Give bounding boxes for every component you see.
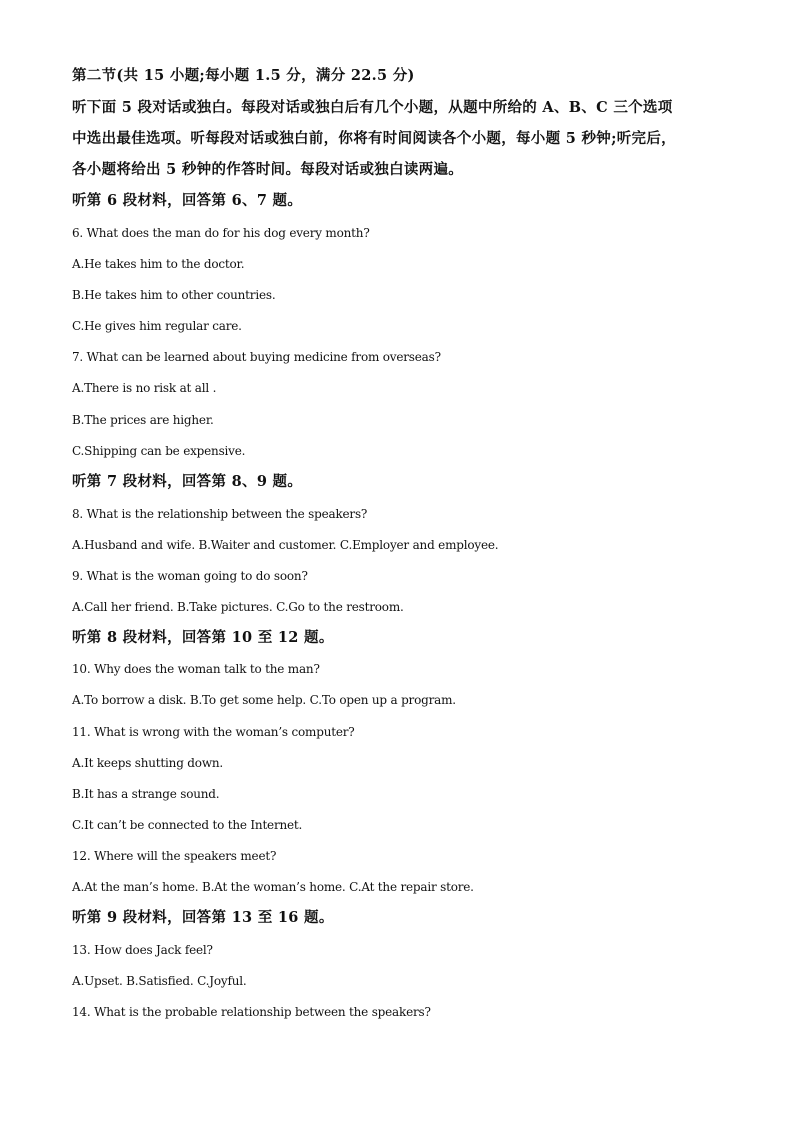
question-9: 9. What is the woman going to do soon? [72, 569, 308, 583]
passage-8-heading: 听第 8 段材料，回答第 10 至 12 题。 [72, 629, 334, 646]
question-10-options: A.To borrow a disk. B.To get some help. C.To open up a program. [72, 693, 456, 707]
question-11-option-a: A.It keeps shutting down. [72, 756, 224, 770]
instructions-line-3: 各小题将给出 5 秒钟的作答时间。每段对话或独白读两遍。 [72, 161, 464, 178]
question-13: 13. How does Jack feel? [72, 943, 213, 957]
question-11: 11. What is wrong with the woman’s computer? [72, 725, 355, 739]
question-6-option-c: C.He gives him regular care. [72, 319, 242, 333]
question-9-options: A.Call her friend. B.Take pictures. C.Go to the restroom. [72, 600, 404, 614]
question-7-option-b: B.The prices are higher. [72, 413, 214, 427]
question-8: 8. What is the relationship between the speakers? [72, 507, 368, 521]
question-11-option-b: B.It has a strange sound. [72, 787, 220, 801]
question-11-option-c: C.It can’t be connected to the Internet. [72, 818, 303, 832]
question-6-option-b: B.He takes him to other countries. [72, 288, 276, 302]
section-heading: 第二节(共 15 小题;每小题 1.5 分，满分 22.5 分) [72, 67, 415, 84]
question-14: 14. What is the probable relationship between the speakers? [72, 1005, 431, 1019]
question-7-option-a: A.There is no risk at all . [72, 381, 217, 395]
question-6: 6. What does the man do for his dog every month? [72, 226, 370, 240]
question-7: 7. What can be learned about buying medicine from overseas? [72, 350, 441, 364]
question-10: 10. Why does the woman talk to the man? [72, 662, 320, 676]
instructions-line-2: 中选出最佳选项。听每段对话或独白前，你将有时间阅读各个小题，每小题 5 秒钟;听完后， [72, 130, 676, 147]
question-7-option-c: C.Shipping can be expensive. [72, 444, 246, 458]
question-13-options: A.Upset. B.Satisfied. C.Joyful. [72, 974, 247, 988]
question-8-options: A.Husband and wife. B.Waiter and customer. C.Employer and employee. [72, 538, 499, 552]
question-12-options: A.At the man’s home. B.At the woman’s home. C.At the repair store. [72, 880, 474, 894]
passage-7-heading: 听第 7 段材料，回答第 8、9 题。 [72, 473, 303, 490]
passage-6-heading: 听第 6 段材料，回答第 6、7 题。 [72, 192, 303, 209]
question-6-option-a: A.He takes him to the doctor. [72, 257, 245, 271]
question-12: 12. Where will the speakers meet? [72, 849, 277, 863]
passage-9-heading: 听第 9 段材料，回答第 13 至 16 题。 [72, 909, 334, 926]
instructions-line-1: 听下面 5 段对话或独白。每段对话或独白后有几个小题，从题中所给的 A、B、C 三个选项 [72, 99, 673, 116]
